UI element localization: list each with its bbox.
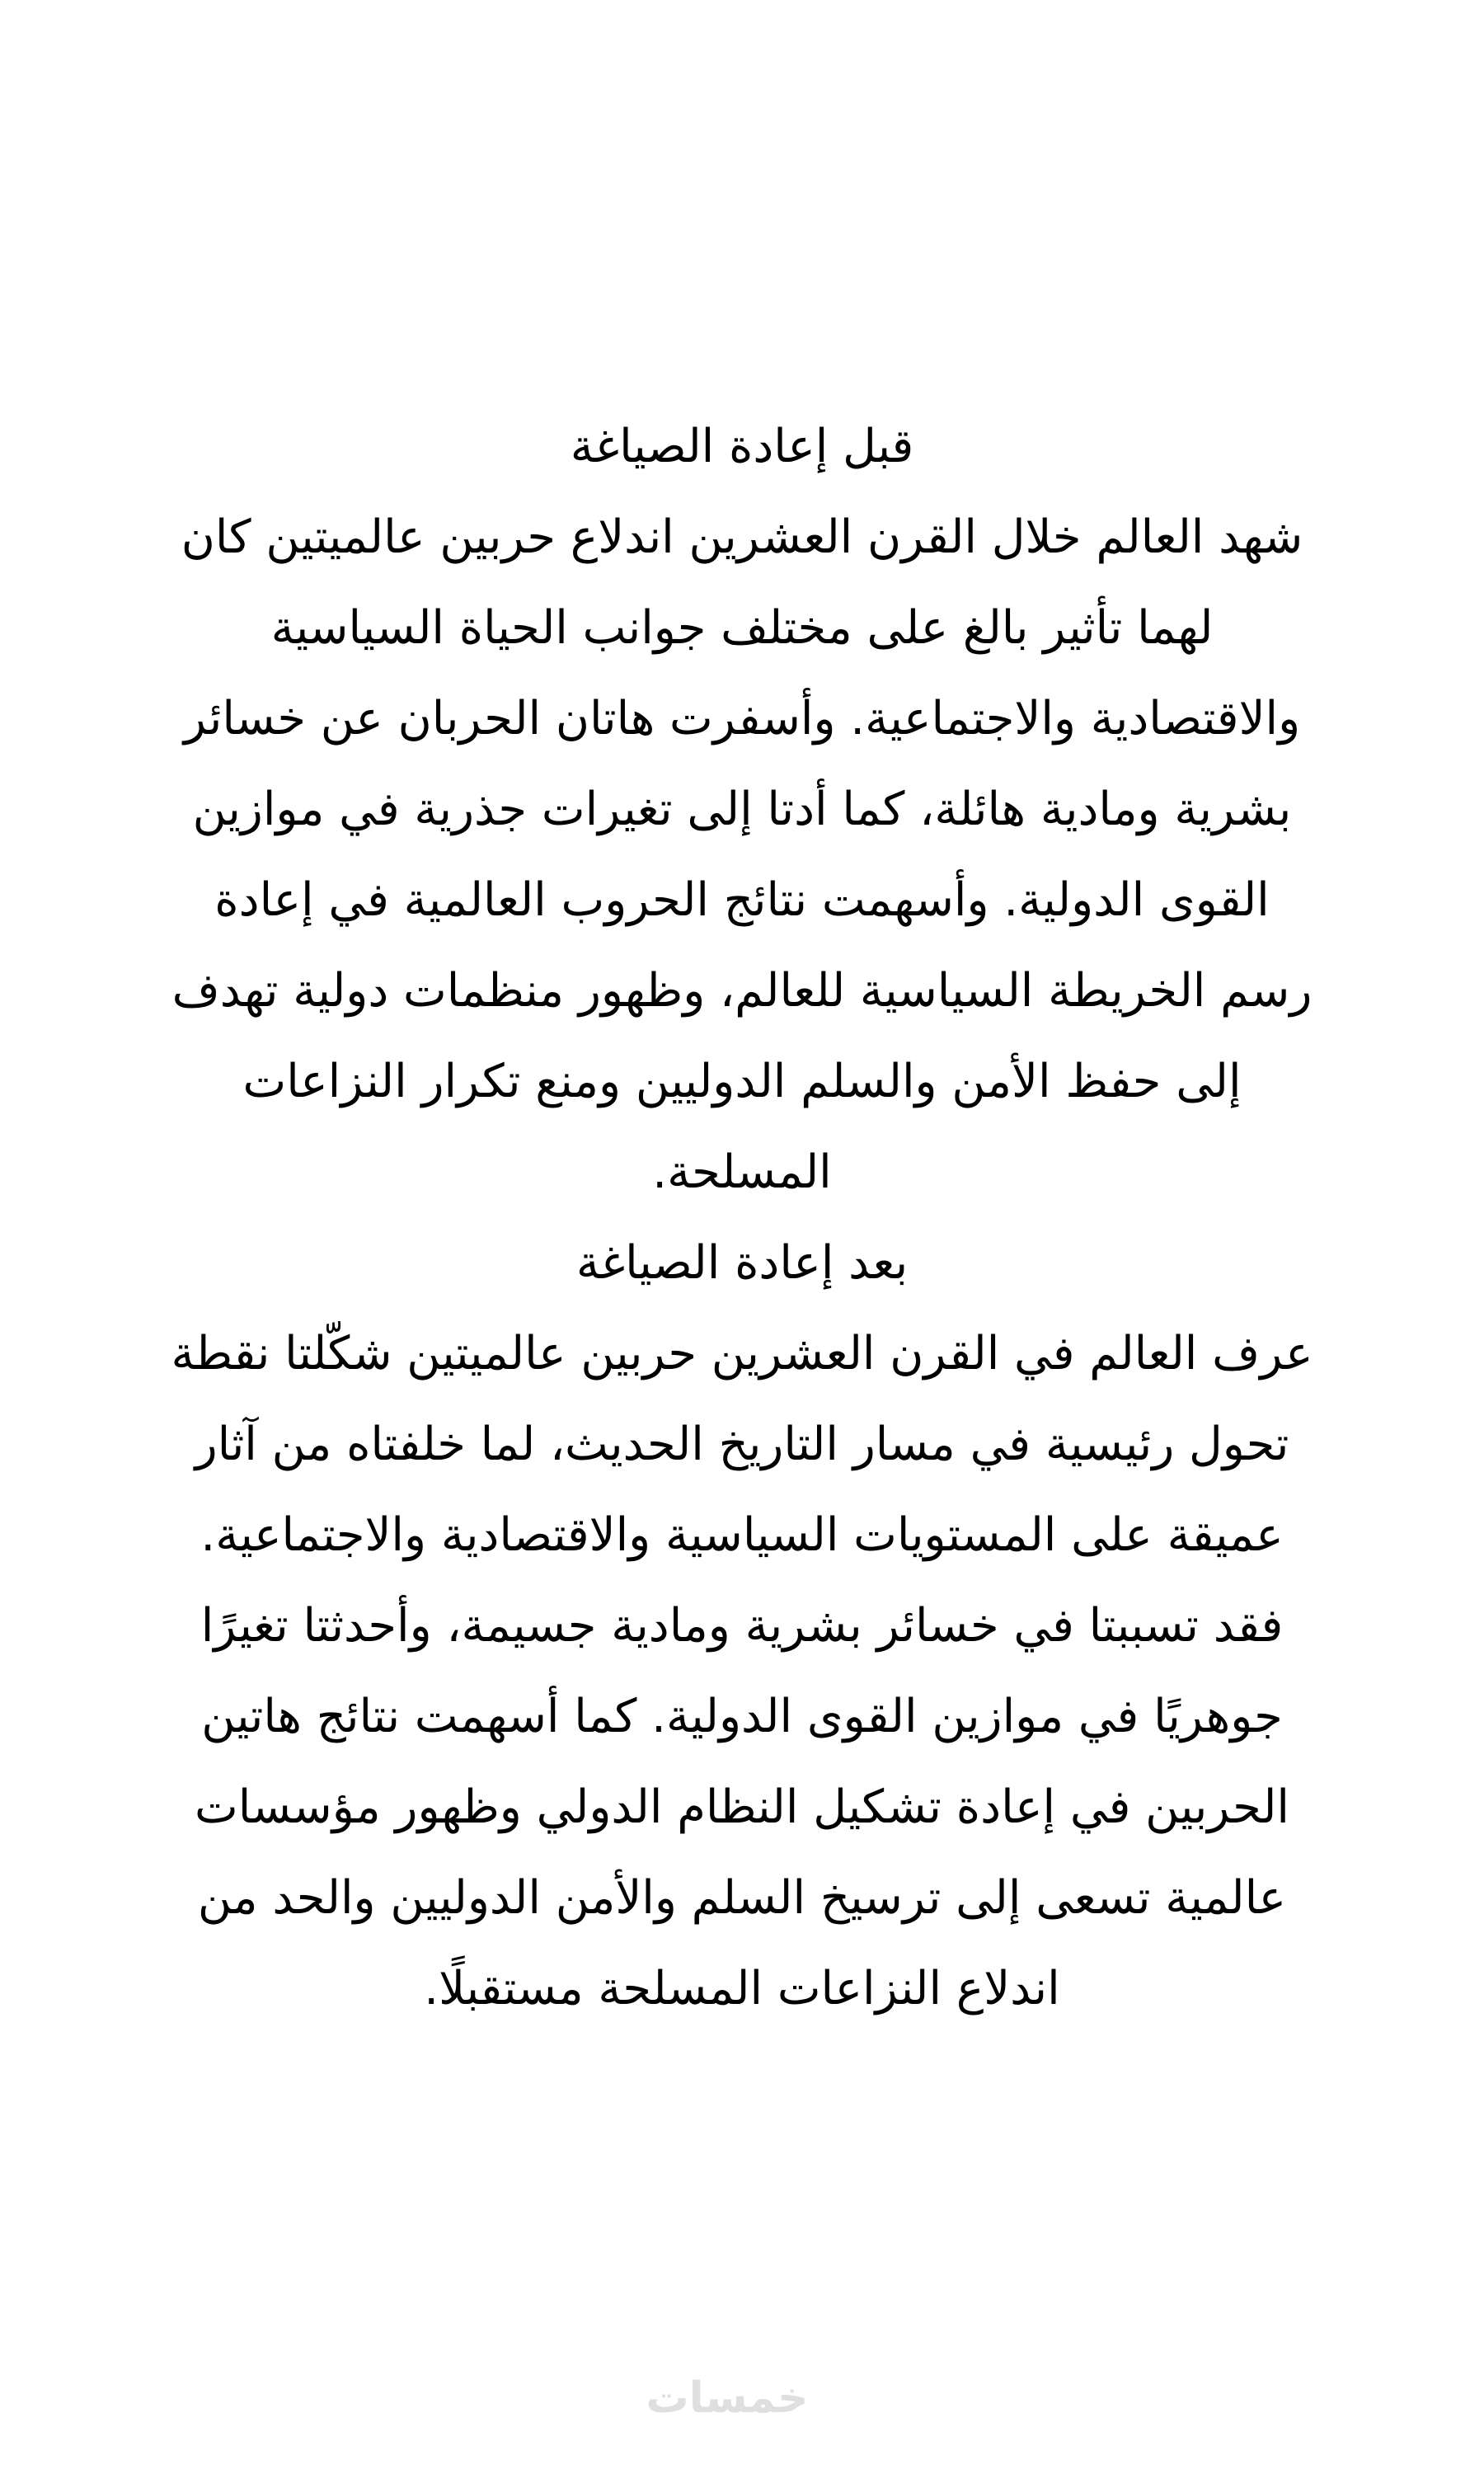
- before-rewrite-line-5: القوى الدولية. وأسهمت نتائج الحروب العالمية في إعادة: [214, 873, 1270, 927]
- before-rewrite-line-3: والاقتصادية والاجتماعية. وأسفرت هاتان الحربان عن خسائر: [183, 692, 1301, 745]
- before-rewrite-line-7: إلى حفظ الأمن والسلم الدوليين ومنع تكرار النزاعات: [242, 1055, 1242, 1108]
- after-rewrite-line-8: اندلاع النزاعات المسلحة مستقبلًا.: [424, 1962, 1060, 2015]
- before-rewrite-line-1: شهد العالم خلال القرن العشرين اندلاع حربين عالميتين كان: [181, 510, 1303, 564]
- after-rewrite-line-1: عرف العالم في القرن العشرين حربين عالميتين شكّلتا نقطة: [171, 1327, 1313, 1380]
- after-rewrite-title: بعد إعادة الصياغة: [575, 1236, 909, 1290]
- after-rewrite-line-2: تحول رئيسية في مسار التاريخ الحديث، لما خلفتاه من آثار: [195, 1418, 1289, 1471]
- khamsat-watermark: خمسات: [646, 2373, 809, 2423]
- after-rewrite-line-5: جوهريًا في موازين القوى الدولية. كما أسهمت نتائج هاتين: [201, 1690, 1283, 1743]
- before-rewrite-line-2: لهما تأثير بالغ على مختلف جوانب الحياة السياسية: [270, 601, 1214, 655]
- after-rewrite-line-7: عالمية تسعى إلى ترسيخ السلم والأمن الدوليين والحد من: [197, 1871, 1287, 1925]
- before-rewrite-title: قبل إعادة الصياغة: [570, 420, 914, 473]
- after-rewrite-line-6: الحربين في إعادة تشكيل النظام الدولي وظهور مؤسسات: [195, 1780, 1289, 1834]
- before-rewrite-line-8: المسلحة.: [652, 1145, 832, 1199]
- rewriting-comparison-text: [0, 402, 1484, 2034]
- after-rewrite-line-3: عميقة على المستويات السياسية والاقتصادية والاجتماعية.: [200, 1508, 1284, 1562]
- after-rewrite-line-4: فقد تسببتا في خسائر بشرية ومادية جسيمة، وأحدثتا تغيرًا: [200, 1599, 1284, 1653]
- before-rewrite-line-6: رسم الخريطة السياسية للعالم، وظهور منظمات دولية تهدف: [171, 964, 1313, 1018]
- before-rewrite-line-4: بشرية ومادية هائلة، كما أدتا إلى تغيرات جذرية في موازين: [192, 783, 1292, 836]
